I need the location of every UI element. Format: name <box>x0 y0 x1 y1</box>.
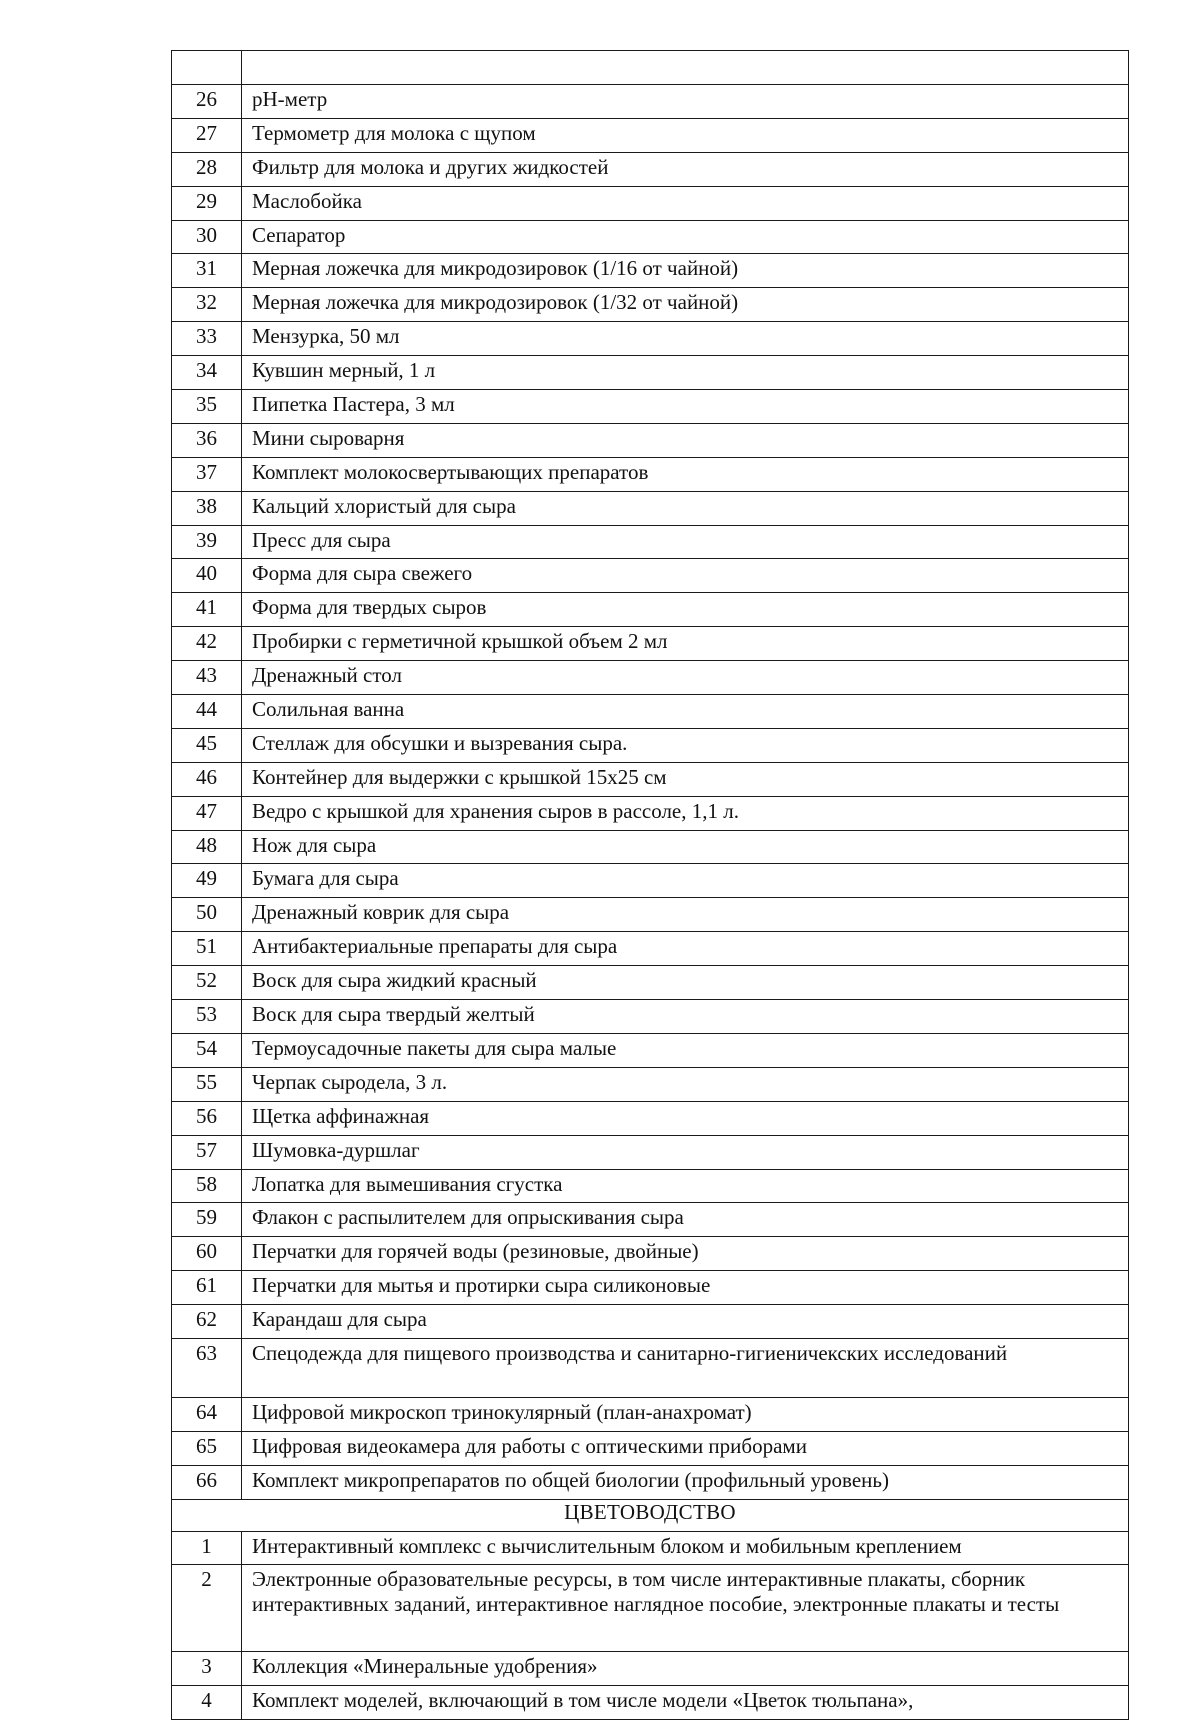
table-row <box>172 390 1129 424</box>
row-item-name: Воск для сыра твердый желтый <box>242 1000 1129 1034</box>
table-row <box>172 1271 1129 1305</box>
table-row <box>172 966 1129 1000</box>
table-row <box>172 356 1129 390</box>
table-row <box>172 593 1129 627</box>
row-number: 56 <box>172 1101 242 1135</box>
table-row <box>172 932 1129 966</box>
row-item-name: Флакон с распылителем для опрыскивания сыра <box>242 1203 1129 1237</box>
row-item-name: Коллекция «Минеральные удобрения» <box>242 1652 1129 1686</box>
row-item-name: Цифровой микроскоп тринокулярный (план-анахромат) <box>242 1397 1129 1431</box>
table-row <box>172 627 1129 661</box>
row-item-name: Комплект молокосвертывающих препаратов <box>242 457 1129 491</box>
row-item-name: Термометр для молока с щупом <box>242 118 1129 152</box>
table-row <box>172 1033 1129 1067</box>
table-row <box>172 728 1129 762</box>
row-number: 4 <box>172 1686 242 1720</box>
row-number: 50 <box>172 898 242 932</box>
row-number: 28 <box>172 152 242 186</box>
row-number: 55 <box>172 1067 242 1101</box>
row-number: 26 <box>172 85 242 119</box>
row-item-name: Электронные образовательные ресурсы, в том числе интерактивные плакаты, сборник интерактивных заданий, интерактивное наглядное пособие, электронные плакаты и тесты <box>242 1565 1129 1652</box>
header-cell-name <box>242 51 1129 85</box>
table-row <box>172 322 1129 356</box>
row-item-name: Мерная ложечка для микродозировок (1/16 от чайной) <box>242 254 1129 288</box>
table-row <box>172 864 1129 898</box>
table-row <box>172 220 1129 254</box>
row-item-name: Пипетка Пастера, 3 мл <box>242 390 1129 424</box>
row-item-name: Кувшин мерный, 1 л <box>242 356 1129 390</box>
table-row <box>172 1067 1129 1101</box>
row-item-name: Бумага для сыра <box>242 864 1129 898</box>
row-item-name: Шумовка-дуршлаг <box>242 1135 1129 1169</box>
row-number: 2 <box>172 1565 242 1652</box>
row-item-name: Нож для сыра <box>242 830 1129 864</box>
table-row <box>172 457 1129 491</box>
table-row <box>172 559 1129 593</box>
table-row <box>172 118 1129 152</box>
row-number: 3 <box>172 1652 242 1686</box>
row-item-name: Лопатка для вымешивания сгустка <box>242 1169 1129 1203</box>
table-row <box>172 288 1129 322</box>
row-item-name: Дренажный коврик для сыра <box>242 898 1129 932</box>
table-row <box>172 1237 1129 1271</box>
row-number: 30 <box>172 220 242 254</box>
row-number: 41 <box>172 593 242 627</box>
table-row <box>172 254 1129 288</box>
table-row <box>172 1338 1129 1397</box>
row-item-name: Форма для твердых сыров <box>242 593 1129 627</box>
row-item-name: Воск для сыра жидкий красный <box>242 966 1129 1000</box>
row-number: 54 <box>172 1033 242 1067</box>
row-item-name: Сепаратор <box>242 220 1129 254</box>
row-number: 27 <box>172 118 242 152</box>
row-number: 60 <box>172 1237 242 1271</box>
table-row <box>172 1101 1129 1135</box>
row-number: 38 <box>172 491 242 525</box>
table-row <box>172 1203 1129 1237</box>
table-row <box>172 1431 1129 1465</box>
row-item-name: Термоусадочные пакеты для сыра малые <box>242 1033 1129 1067</box>
row-item-name: Пресс для сыра <box>242 525 1129 559</box>
row-item-name: Перчатки для горячей воды (резиновые, двойные) <box>242 1237 1129 1271</box>
row-number: 29 <box>172 186 242 220</box>
section-header-row <box>172 1499 1129 1531</box>
row-number: 63 <box>172 1338 242 1397</box>
row-item-name: Дренажный стол <box>242 661 1129 695</box>
row-item-name: Антибактериальные препараты для сыра <box>242 932 1129 966</box>
table-row <box>172 1169 1129 1203</box>
row-number: 1 <box>172 1531 242 1565</box>
row-number: 58 <box>172 1169 242 1203</box>
row-number: 65 <box>172 1431 242 1465</box>
table-row <box>172 796 1129 830</box>
row-item-name: Карандаш для сыра <box>242 1305 1129 1339</box>
row-number: 34 <box>172 356 242 390</box>
row-number: 44 <box>172 695 242 729</box>
row-item-name: Перчатки для мытья и протирки сыра силиконовые <box>242 1271 1129 1305</box>
row-number: 32 <box>172 288 242 322</box>
row-item-name: Комплект моделей, включающий в том числе модели «Цветок тюльпана», <box>242 1686 1129 1720</box>
row-item-name: Стеллаж для обсушки и вызревания сыра. <box>242 728 1129 762</box>
table-row <box>172 1305 1129 1339</box>
row-item-name: Кальций хлористый для сыра <box>242 491 1129 525</box>
row-item-name: Форма для сыра свежего <box>242 559 1129 593</box>
row-number: 51 <box>172 932 242 966</box>
row-item-name: Пробирки с герметичной крышкой объем 2 мл <box>242 627 1129 661</box>
row-number: 61 <box>172 1271 242 1305</box>
row-number: 31 <box>172 254 242 288</box>
row-item-name: Маслобойка <box>242 186 1129 220</box>
table-row <box>172 1565 1129 1652</box>
row-number: 59 <box>172 1203 242 1237</box>
row-number: 57 <box>172 1135 242 1169</box>
table-row <box>172 152 1129 186</box>
row-number: 42 <box>172 627 242 661</box>
row-number: 48 <box>172 830 242 864</box>
table-row <box>172 1465 1129 1499</box>
header-cell-num <box>172 51 242 85</box>
table-row <box>172 1652 1129 1686</box>
row-item-name: Спецодежда для пищевого производства и санитарно-гигиеничекских исследований <box>242 1338 1129 1397</box>
table-row <box>172 525 1129 559</box>
row-number: 52 <box>172 966 242 1000</box>
row-item-name: Ведро с крышкой для хранения сыров в рассоле, 1,1 л. <box>242 796 1129 830</box>
row-item-name: Контейнер для выдержки с крышкой 15x25 см <box>242 762 1129 796</box>
table-header-row <box>172 51 1129 85</box>
row-item-name: Фильтр для молока и других жидкостей <box>242 152 1129 186</box>
row-item-name: Солильная ванна <box>242 695 1129 729</box>
row-item-name: Мини сыроварня <box>242 423 1129 457</box>
table-row <box>172 898 1129 932</box>
row-item-name: Щетка аффинажная <box>242 1101 1129 1135</box>
table-row <box>172 695 1129 729</box>
row-number: 66 <box>172 1465 242 1499</box>
equipment-table <box>171 50 1129 1720</box>
row-item-name: Цифровая видеокамера для работы с оптическими приборами <box>242 1431 1129 1465</box>
row-number: 40 <box>172 559 242 593</box>
row-number: 33 <box>172 322 242 356</box>
row-item-name: Комплект микропрепаратов по общей биологии (профильный уровень) <box>242 1465 1129 1499</box>
row-item-name: pH-метр <box>242 85 1129 119</box>
table-row <box>172 85 1129 119</box>
table-row <box>172 186 1129 220</box>
table-row <box>172 1397 1129 1431</box>
table-row <box>172 830 1129 864</box>
row-number: 45 <box>172 728 242 762</box>
table-row <box>172 491 1129 525</box>
row-item-name: Интерактивный комплекс с вычислительным блоком и мобильным креплением <box>242 1531 1129 1565</box>
table-row <box>172 762 1129 796</box>
row-item-name: Мерная ложечка для микродозировок (1/32 от чайной) <box>242 288 1129 322</box>
row-number: 46 <box>172 762 242 796</box>
equipment-table-page <box>171 50 1128 1720</box>
row-item-name: Черпак сыродела, 3 л. <box>242 1067 1129 1101</box>
section-title: ЦВЕТОВОДСТВО <box>172 1499 1129 1531</box>
row-number: 37 <box>172 457 242 491</box>
table-row <box>172 661 1129 695</box>
table-row <box>172 1531 1129 1565</box>
row-number: 36 <box>172 423 242 457</box>
table-row <box>172 1000 1129 1034</box>
row-number: 43 <box>172 661 242 695</box>
row-number: 35 <box>172 390 242 424</box>
row-number: 39 <box>172 525 242 559</box>
row-number: 62 <box>172 1305 242 1339</box>
row-number: 64 <box>172 1397 242 1431</box>
table-row <box>172 423 1129 457</box>
table-row <box>172 1686 1129 1720</box>
table-row <box>172 1135 1129 1169</box>
row-number: 53 <box>172 1000 242 1034</box>
row-item-name: Мензурка, 50 мл <box>242 322 1129 356</box>
row-number: 49 <box>172 864 242 898</box>
row-number: 47 <box>172 796 242 830</box>
